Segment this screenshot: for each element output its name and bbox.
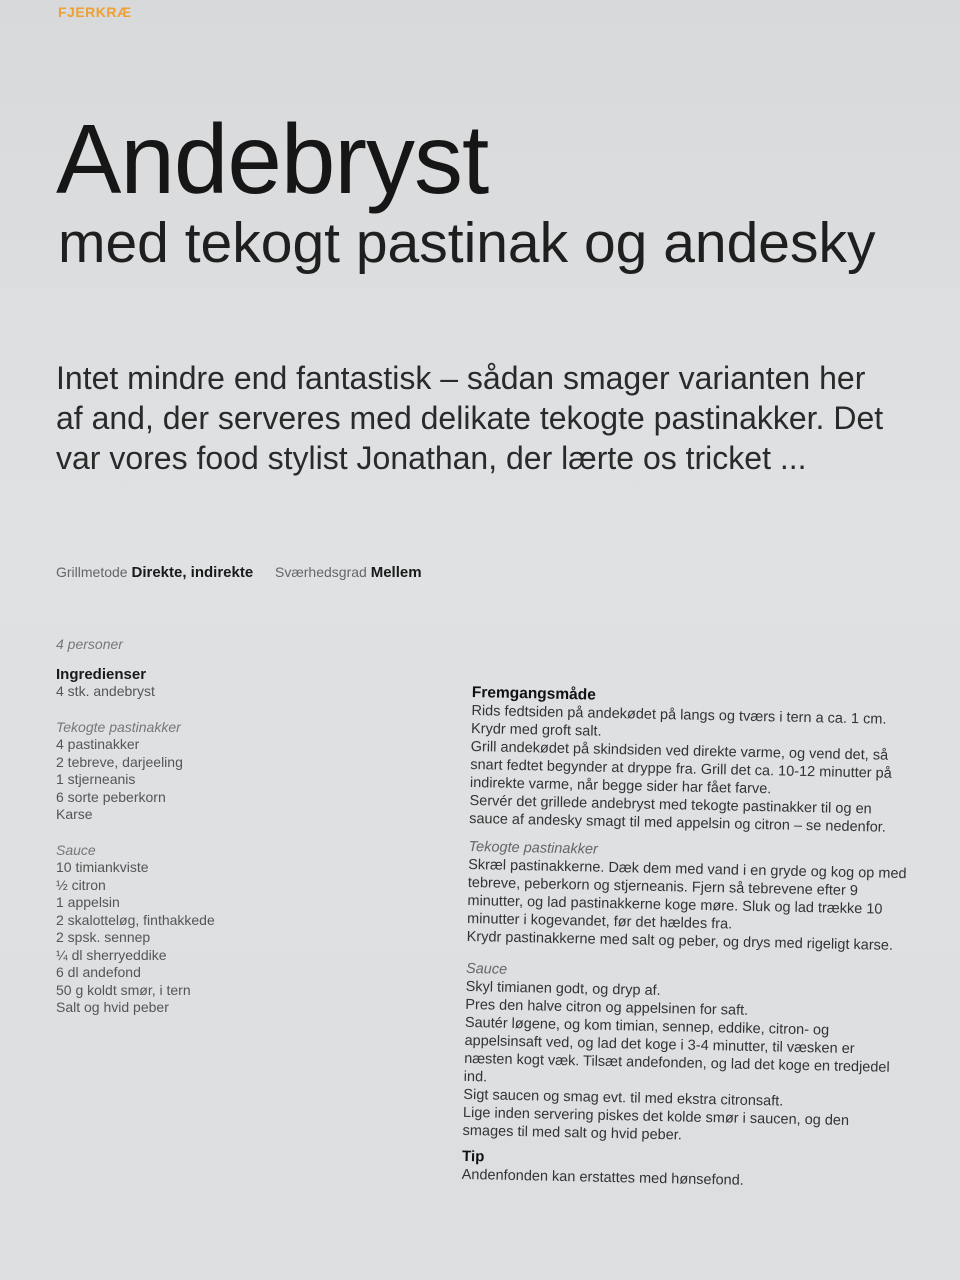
list-item: 1 stjerneanis: [56, 771, 136, 787]
list-item: 50 g koldt smør, i tern: [56, 981, 191, 998]
list-item: Lige inden servering piskes det kolde smør i saucen, og den smages til med salt og hvid peber.: [462, 1104, 850, 1144]
sauce-method-heading: Sauce: [465, 960, 508, 978]
list-item: Salt og hvid peber: [56, 999, 169, 1015]
method-heading: Fremgangsmåde: [471, 684, 597, 704]
list-item: Grill andekødet på skindsiden ved direkte varme, og vend det, så snart fedtet begynder at dryppe fra. Grill det ca. 10-12 minutter på indirekte varme, når begge sider har fået farve.: [469, 738, 892, 798]
pastinak-ingredients-heading: Tekogte pastinakker: [56, 718, 181, 735]
list-item: Servér det grillede andebryst med tekogte pastinakker til og en sauce af andesky smagt til med appelsin og citron – se nedenfor.: [469, 792, 886, 836]
sauce-ingredients-heading: Sauce: [56, 841, 96, 858]
list-item: Rids fedtsiden på andekødet på langs og tværs i tern a ca. 1 cm. Krydr med groft salt.: [470, 702, 887, 740]
list-item: Karse: [56, 806, 93, 822]
sauce-ingredients-list: [56, 859, 316, 1017]
list-item: 4 pastinakker: [56, 736, 140, 752]
section-tag: FJERKRÆ: [58, 4, 132, 20]
method-steps: [469, 702, 912, 837]
ingredients-heading: Ingredienser: [56, 665, 147, 683]
list-item: 6 dl andefond: [56, 964, 141, 980]
list-item: 1 appelsin: [56, 894, 120, 910]
recipe-title: Andebryst: [56, 104, 489, 214]
tip-heading: Tip: [461, 1147, 485, 1166]
grill-method-value: Direkte, indirekte: [131, 564, 254, 581]
list-item: 4 stk. andebryst: [56, 683, 155, 699]
list-item: 2 tebreve, darjeeling: [56, 753, 183, 770]
difficulty-value: Mellem: [370, 564, 422, 581]
list-item: Krydr pastinakkerne med salt og peber, og drys med rigeligt karse.: [466, 928, 894, 954]
tip-text: Andenfonden kan erstattes med hønsefond.: [461, 1166, 744, 1189]
grill-method-label: Grillmetode: [56, 564, 128, 580]
pastinak-ingredients-list: [56, 736, 316, 824]
sauce-method-steps: [462, 978, 905, 1149]
list-item: Skræl pastinakkerne. Dæk dem med vand i en gryde og kog op med tebreve, peberkorn og stjerneanis. Fjern så tebrevene efter 9 minutter, og lad pastinakkerne koge møre. Sluk og lad trække 10 minutter i kogevandet, før det hældes fra.: [466, 856, 907, 933]
list-item: Sigt saucen og smag evt. til med ekstra citronsaft.: [463, 1086, 784, 1110]
recipe-subtitle: med tekogt pastinak og andesky: [58, 211, 876, 275]
list-item: ¼ dl sherryeddike: [56, 946, 167, 963]
list-item: 2 skalotteløg, finthakkede: [56, 911, 215, 928]
difficulty-label: Sværhedsgrad: [274, 564, 367, 580]
recipe-meta: [56, 564, 422, 581]
ingredients-column: [56, 636, 316, 1017]
list-item: ½ citron: [56, 876, 106, 893]
list-item: Pres den halve citron og appelsinen for saft.: [465, 996, 749, 1019]
list-item: 2 spsk. sennep: [56, 929, 151, 945]
list-item: Skyl timianen godt, og dryp af.: [465, 978, 661, 1000]
main-ingredients-list: [56, 683, 316, 701]
list-item: Sautér løgene, og kom timian, sennep, eddike, citron- og appelsinsaft ved, og lad det koge i 3-4 minutter, til væsken er næsten kogt væk. Tilsæt andefonden, og lad det koge en tredjedel ind.: [463, 1014, 890, 1086]
intro-paragraph: Intet mindre end fantastisk – sådan smager varianten her af and, der serveres med delikate tekogte pastinakker. Det var vores food stylist Jonathan, der lærte os tricket ...: [56, 360, 884, 476]
list-item: 10 timiankviste: [56, 859, 149, 875]
pastinak-method-heading: Tekogte pastinakker: [468, 838, 598, 858]
list-item: 6 sorte peberkorn: [56, 788, 166, 805]
method-column: [462, 684, 912, 1193]
servings: 4 personer: [56, 636, 123, 652]
pastinak-method-steps: [467, 856, 909, 955]
